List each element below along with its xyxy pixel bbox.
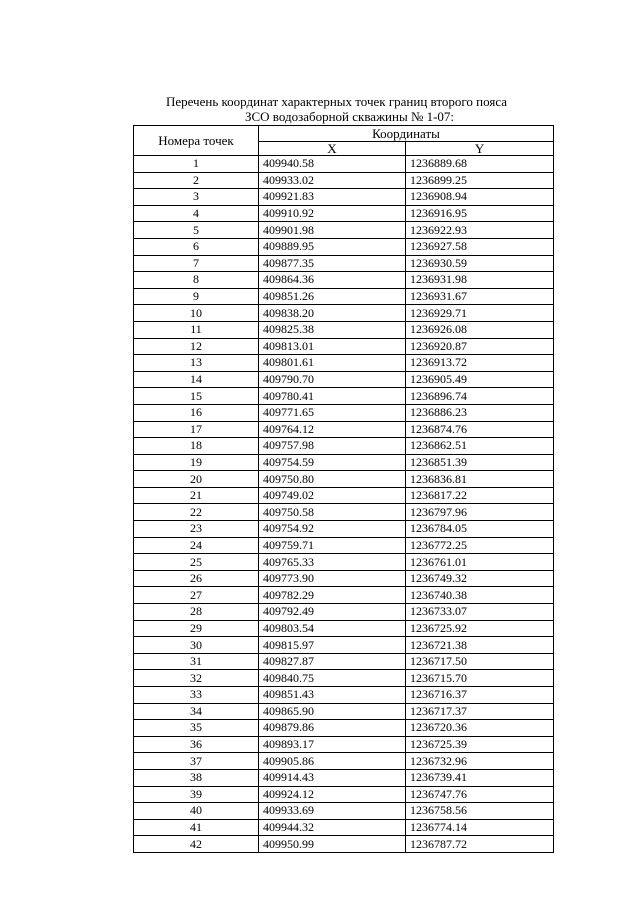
x-coordinate-cell: 409773.90 [259, 570, 406, 587]
table-row [134, 255, 554, 272]
y-coordinate-cell: 1236774.14 [406, 819, 554, 836]
x-coordinate-cell: 409782.29 [259, 587, 406, 604]
y-coordinate-cell: 1236930.59 [406, 255, 554, 272]
point-number-cell: 28 [134, 604, 259, 621]
table-row [134, 288, 554, 305]
table-row [134, 238, 554, 255]
x-coordinate-cell: 409893.17 [259, 736, 406, 753]
point-number-cell: 19 [134, 454, 259, 471]
table-row [134, 653, 554, 670]
table-row [134, 321, 554, 338]
point-number-cell: 25 [134, 554, 259, 571]
x-coordinate-cell: 409838.20 [259, 305, 406, 322]
y-coordinate-cell: 1236758.56 [406, 803, 554, 820]
point-number-cell: 32 [134, 670, 259, 687]
point-number-cell: 30 [134, 637, 259, 654]
x-coordinate-cell: 409815.97 [259, 637, 406, 654]
y-coordinate-cell: 1236929.71 [406, 305, 554, 322]
point-number-cell: 17 [134, 421, 259, 438]
table-row [134, 769, 554, 786]
point-number-cell: 20 [134, 471, 259, 488]
y-coordinate-cell: 1236920.87 [406, 338, 554, 355]
y-coordinate-cell: 1236931.98 [406, 272, 554, 289]
x-coordinate-cell: 409790.70 [259, 371, 406, 388]
y-coordinate-cell: 1236896.74 [406, 388, 554, 405]
x-coordinate-cell: 409851.43 [259, 687, 406, 704]
x-coordinate-cell: 409825.38 [259, 321, 406, 338]
coordinates-table [133, 125, 554, 853]
point-number-cell: 9 [134, 288, 259, 305]
y-coordinate-cell: 1236740.38 [406, 587, 554, 604]
x-coordinate-cell: 409851.26 [259, 288, 406, 305]
y-coordinate-cell: 1236716.37 [406, 687, 554, 704]
x-coordinate-cell: 409905.86 [259, 753, 406, 770]
y-coordinate-cell: 1236749.32 [406, 570, 554, 587]
y-coordinate-cell: 1236717.50 [406, 653, 554, 670]
point-number-cell: 38 [134, 769, 259, 786]
y-coordinate-cell: 1236905.49 [406, 371, 554, 388]
table-row [134, 537, 554, 554]
point-number-cell: 5 [134, 222, 259, 239]
x-coordinate-cell: 409864.36 [259, 272, 406, 289]
y-coordinate-cell: 1236862.51 [406, 438, 554, 455]
table-row [134, 803, 554, 820]
point-number-cell: 13 [134, 355, 259, 372]
x-coordinate-cell: 409865.90 [259, 703, 406, 720]
x-coordinate-cell: 409944.32 [259, 819, 406, 836]
y-coordinate-cell: 1236717.37 [406, 703, 554, 720]
header-x: X [259, 142, 406, 156]
table-body [134, 156, 554, 853]
point-number-cell: 34 [134, 703, 259, 720]
y-coordinate-cell: 1236836.81 [406, 471, 554, 488]
title-line-1: Перечень координат характерных точек границ второго пояса [165, 94, 508, 109]
point-number-cell: 6 [134, 238, 259, 255]
x-coordinate-cell: 409771.65 [259, 404, 406, 421]
x-coordinate-cell: 409801.61 [259, 355, 406, 372]
point-number-cell: 41 [134, 819, 259, 836]
table-row [134, 570, 554, 587]
point-number-cell: 2 [134, 172, 259, 189]
point-number-cell: 24 [134, 537, 259, 554]
y-coordinate-cell: 1236720.36 [406, 720, 554, 737]
x-coordinate-cell: 409749.02 [259, 487, 406, 504]
x-coordinate-cell: 409759.71 [259, 537, 406, 554]
header-point-numbers: Номера точек [134, 126, 259, 156]
title-line-2: ЗСО водозаборной скважины № 1-07: [244, 109, 455, 124]
header-y: Y [406, 142, 554, 156]
table-row [134, 338, 554, 355]
table-row [134, 587, 554, 604]
y-coordinate-cell: 1236739.41 [406, 769, 554, 786]
point-number-cell: 22 [134, 504, 259, 521]
y-coordinate-cell: 1236886.23 [406, 404, 554, 421]
point-number-cell: 4 [134, 205, 259, 222]
point-number-cell: 33 [134, 687, 259, 704]
table-row [134, 670, 554, 687]
table-row [134, 156, 554, 173]
y-coordinate-cell: 1236761.01 [406, 554, 554, 571]
table-row [134, 554, 554, 571]
table-row [134, 620, 554, 637]
point-number-cell: 7 [134, 255, 259, 272]
point-number-cell: 31 [134, 653, 259, 670]
point-number-cell: 37 [134, 753, 259, 770]
table-row [134, 604, 554, 621]
point-number-cell: 14 [134, 371, 259, 388]
x-coordinate-cell: 409840.75 [259, 670, 406, 687]
y-coordinate-cell: 1236922.93 [406, 222, 554, 239]
table-row [134, 189, 554, 206]
table-row [134, 404, 554, 421]
y-coordinate-cell: 1236732.96 [406, 753, 554, 770]
point-number-cell: 35 [134, 720, 259, 737]
y-coordinate-cell: 1236851.39 [406, 454, 554, 471]
point-number-cell: 15 [134, 388, 259, 405]
x-coordinate-cell: 409933.69 [259, 803, 406, 820]
document-title [133, 94, 540, 124]
table-row [134, 736, 554, 753]
x-coordinate-cell: 409950.99 [259, 836, 406, 853]
point-number-cell: 12 [134, 338, 259, 355]
y-coordinate-cell: 1236908.94 [406, 189, 554, 206]
x-coordinate-cell: 409879.86 [259, 720, 406, 737]
x-coordinate-cell: 409924.12 [259, 786, 406, 803]
y-coordinate-cell: 1236889.68 [406, 156, 554, 173]
y-coordinate-cell: 1236874.76 [406, 421, 554, 438]
table-row [134, 305, 554, 322]
point-number-cell: 16 [134, 404, 259, 421]
table-row [134, 521, 554, 538]
y-coordinate-cell: 1236715.70 [406, 670, 554, 687]
x-coordinate-cell: 409750.58 [259, 504, 406, 521]
point-number-cell: 42 [134, 836, 259, 853]
point-number-cell: 10 [134, 305, 259, 322]
table-row [134, 687, 554, 704]
point-number-cell: 27 [134, 587, 259, 604]
x-coordinate-cell: 409780.41 [259, 388, 406, 405]
y-coordinate-cell: 1236931.67 [406, 288, 554, 305]
x-coordinate-cell: 409757.98 [259, 438, 406, 455]
y-coordinate-cell: 1236787.72 [406, 836, 554, 853]
table-row [134, 438, 554, 455]
point-number-cell: 3 [134, 189, 259, 206]
table-row [134, 355, 554, 372]
y-coordinate-cell: 1236725.39 [406, 736, 554, 753]
table-row [134, 637, 554, 654]
y-coordinate-cell: 1236721.38 [406, 637, 554, 654]
y-coordinate-cell: 1236733.07 [406, 604, 554, 621]
table-row [134, 819, 554, 836]
y-coordinate-cell: 1236916.95 [406, 205, 554, 222]
y-coordinate-cell: 1236899.25 [406, 172, 554, 189]
point-number-cell: 29 [134, 620, 259, 637]
x-coordinate-cell: 409792.49 [259, 604, 406, 621]
point-number-cell: 18 [134, 438, 259, 455]
y-coordinate-cell: 1236772.25 [406, 537, 554, 554]
x-coordinate-cell: 409764.12 [259, 421, 406, 438]
table-row [134, 753, 554, 770]
y-coordinate-cell: 1236747.76 [406, 786, 554, 803]
x-coordinate-cell: 409889.95 [259, 238, 406, 255]
point-number-cell: 40 [134, 803, 259, 820]
x-coordinate-cell: 409765.33 [259, 554, 406, 571]
x-coordinate-cell: 409803.54 [259, 620, 406, 637]
point-number-cell: 23 [134, 521, 259, 538]
table-row [134, 786, 554, 803]
x-coordinate-cell: 409827.87 [259, 653, 406, 670]
point-number-cell: 36 [134, 736, 259, 753]
x-coordinate-cell: 409901.98 [259, 222, 406, 239]
table-row [134, 471, 554, 488]
point-number-cell: 39 [134, 786, 259, 803]
table-row [134, 487, 554, 504]
y-coordinate-cell: 1236797.96 [406, 504, 554, 521]
table-row [134, 454, 554, 471]
table-row [134, 836, 554, 853]
point-number-cell: 8 [134, 272, 259, 289]
point-number-cell: 11 [134, 321, 259, 338]
table-row [134, 222, 554, 239]
table-row [134, 272, 554, 289]
x-coordinate-cell: 409940.58 [259, 156, 406, 173]
point-number-cell: 1 [134, 156, 259, 173]
x-coordinate-cell: 409813.01 [259, 338, 406, 355]
x-coordinate-cell: 409754.92 [259, 521, 406, 538]
y-coordinate-cell: 1236927.58 [406, 238, 554, 255]
x-coordinate-cell: 409914.43 [259, 769, 406, 786]
point-number-cell: 21 [134, 487, 259, 504]
x-coordinate-cell: 409750.80 [259, 471, 406, 488]
table-row [134, 504, 554, 521]
table-row [134, 720, 554, 737]
table-row [134, 421, 554, 438]
x-coordinate-cell: 409754.59 [259, 454, 406, 471]
table-row [134, 703, 554, 720]
y-coordinate-cell: 1236817.22 [406, 487, 554, 504]
table-row [134, 371, 554, 388]
x-coordinate-cell: 409910.92 [259, 205, 406, 222]
y-coordinate-cell: 1236913.72 [406, 355, 554, 372]
x-coordinate-cell: 409877.35 [259, 255, 406, 272]
table-row [134, 388, 554, 405]
header-coordinates: Координаты [259, 126, 554, 142]
y-coordinate-cell: 1236926.08 [406, 321, 554, 338]
y-coordinate-cell: 1236725.92 [406, 620, 554, 637]
table-row [134, 172, 554, 189]
y-coordinate-cell: 1236784.05 [406, 521, 554, 538]
x-coordinate-cell: 409921.83 [259, 189, 406, 206]
x-coordinate-cell: 409933.02 [259, 172, 406, 189]
table-row [134, 205, 554, 222]
point-number-cell: 26 [134, 570, 259, 587]
